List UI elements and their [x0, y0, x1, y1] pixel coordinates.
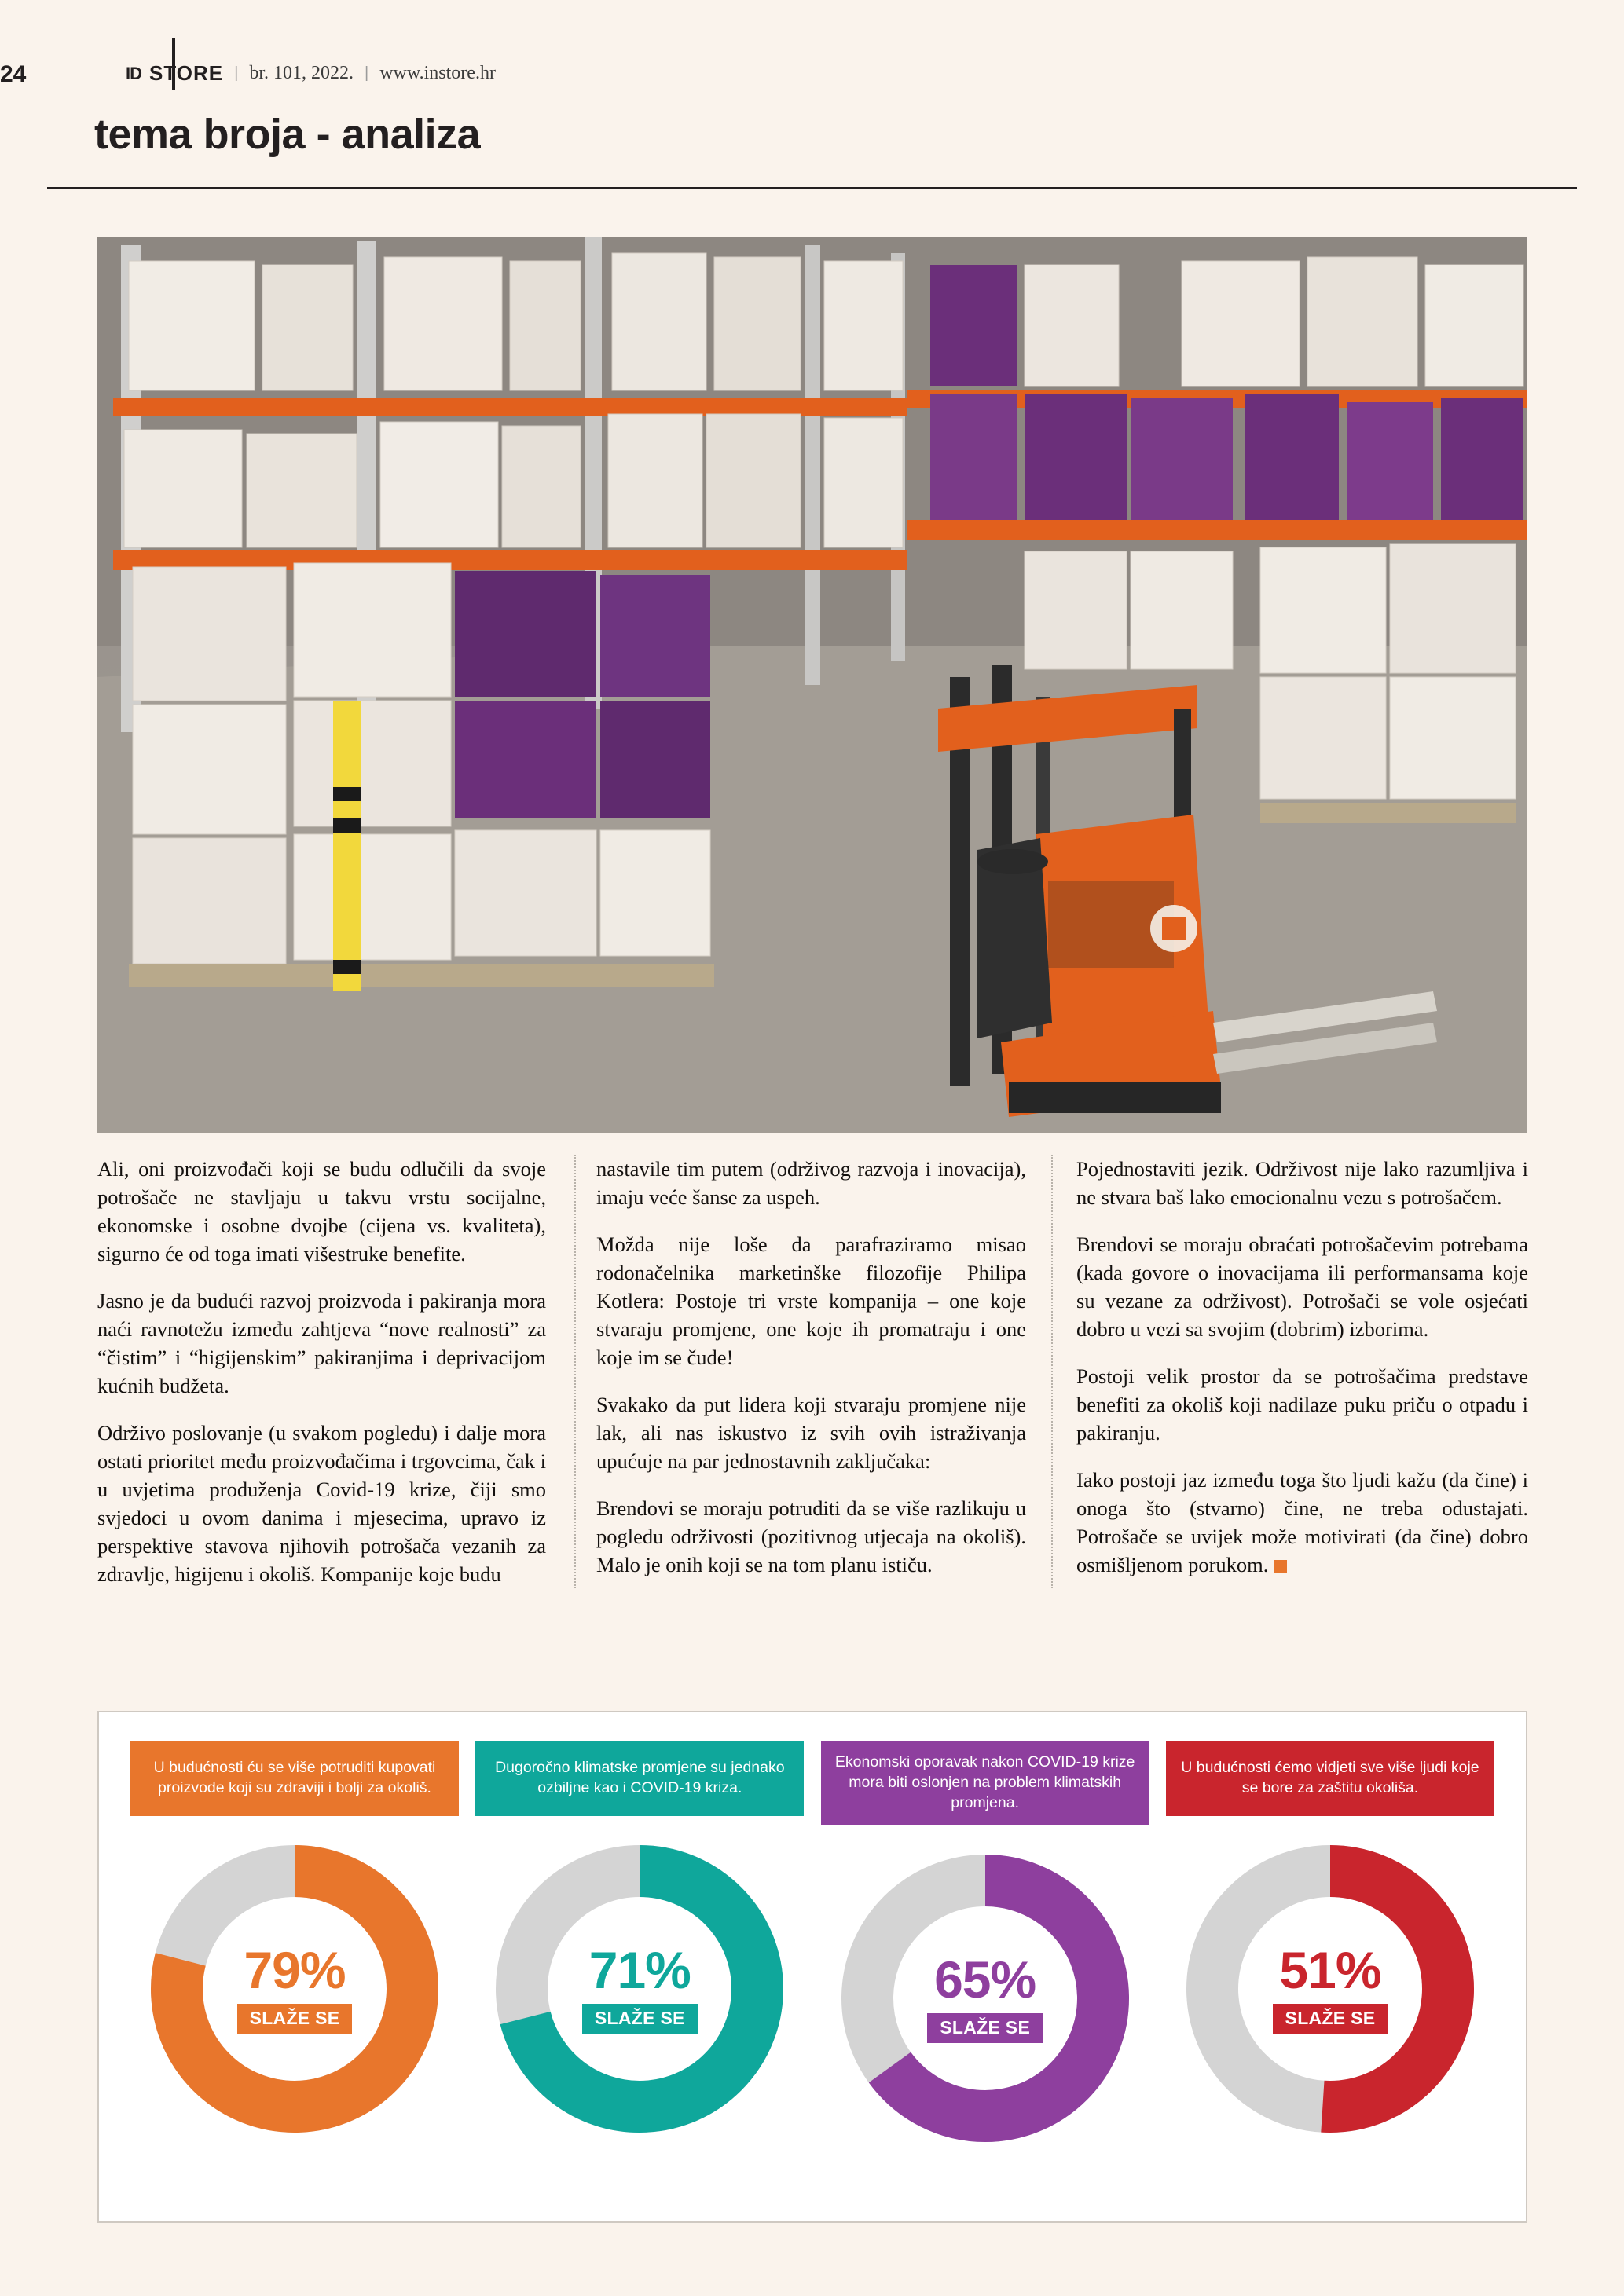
donut-chart-4: [1178, 1836, 1483, 2141]
paragraph: Brendovi se moraju potruditi da se više razlikuju u pogledu održivosti (pozitivnog utjecaja na okoliš). Malo je onih koji se na tom planu ističu.: [596, 1496, 1026, 1576]
paragraph-text: Iako postoji jaz između toga što ljudi kažu (da čine) i onoga što (stvarno) čine, ne treba odustajati. Potrošače se uvijek može motivirati (da čine) dobro osmišljenom porukom.: [1076, 1468, 1528, 1576]
donut-chart-1: [142, 1836, 447, 2141]
survey-caption: U budućnosti ću se više potruditi kupovati proizvode koji su zdraviji i bolji za okoliš.: [130, 1741, 459, 1816]
survey-caption: Dugoročno klimatske promjene su jednako ozbiljne kao i COVID-19 kriza.: [475, 1741, 804, 1816]
donut-percent: 71%: [588, 1941, 691, 1999]
survey-card-2: [475, 1741, 804, 2193]
donut-agree-badge: SLAŽE SE: [1273, 2004, 1388, 2034]
donut-percent: 79%: [244, 1941, 346, 1999]
donut-chart-2: [487, 1836, 792, 2141]
survey-infographic: [97, 1711, 1527, 2223]
paragraph: Ali, oni proizvođači koji se budu odlučili da svoje potrošače ne stavljaju u takvu vrstu socijalne, ekonomske i osobne dvojbe (cijena vs. kvaliteta), sigurno će od toga imati višestruke benefite.: [97, 1157, 546, 1265]
donut-agree-badge: SLAŽE SE: [927, 2013, 1043, 2043]
donut-center-label: [487, 1836, 792, 2141]
donut-chart-3: [833, 1846, 1138, 2151]
warehouse-forklift-photo: [97, 237, 1527, 1133]
end-of-article-mark: [1274, 1560, 1287, 1573]
paragraph: Svakako da put lidera koji stvaraju promjene nije lak, ali nas iskustvo iz svih ovih istraživanja upućuje na par jednostavnih zaključaka:: [596, 1393, 1026, 1473]
masthead: [126, 61, 496, 86]
paragraph-last: [1076, 1466, 1528, 1579]
survey-card-1: [130, 1741, 459, 2193]
paragraph: nastavile tim putem (održivog razvoja i inovacija), imaju veće šanse za uspeh.: [596, 1157, 1026, 1209]
donut-percent: 51%: [1279, 1941, 1381, 1999]
page-number: 24: [0, 61, 27, 87]
brand-name: STORE: [149, 61, 224, 85]
article-column-3: [1051, 1155, 1528, 1588]
donut-center-label: [142, 1836, 447, 2141]
separator-icon: |: [234, 64, 239, 82]
donut-center-label: [1178, 1836, 1483, 2141]
article-body: [97, 1155, 1529, 1588]
donut-chart-group: [99, 1712, 1526, 2221]
survey-card-3: [821, 1741, 1149, 2193]
paragraph: Održivo poslovanje (u svakom pogledu) i dalje mora ostati prioritet među proizvođačima i trgovcima, čak i u uvjetima produženja Covid-19 krize, čiji smo svjedoci u ovom danima i mjesecima, upravo iz perspektive stavova njihovih potrošača vezanih za zdravlje, higijenu i okoliš. Kompanije koje budu: [97, 1421, 546, 1586]
survey-caption: Ekonomski oporavak nakon COVID-19 krize mora biti oslonjen na problem klimatskih promjena.: [821, 1741, 1149, 1825]
donut-agree-badge: SLAŽE SE: [582, 2004, 698, 2034]
article-column-2: [574, 1155, 1051, 1588]
paragraph: Pojednostaviti jezik. Održivost nije lako razumljiva i ne stvara baš lako emocionalnu vezu s potrošačem.: [1076, 1157, 1528, 1209]
donut-percent: 65%: [934, 1950, 1036, 2009]
instore-logo-icon: ID: [126, 63, 141, 83]
survey-caption: U budućnosti ćemo vidjeti sve više ljudi koje se bore za zaštitu okoliša.: [1166, 1741, 1494, 1816]
paragraph: Postoji velik prostor da se potrošačima predstave benefiti za okoliš koji nadilaze puku priču o otpadu i pakiranju.: [1076, 1364, 1528, 1445]
separator-icon: |: [364, 64, 369, 82]
paragraph: Brendovi se moraju obraćati potrošačevim potrebama (kada govore o inovacijama ili performansama koje su vezane za održivost). Potrošači se vole osjećati dobro u vezi sa svojim (dobrim) izborima.: [1076, 1232, 1528, 1341]
issue-label: br. 101, 2022.: [249, 63, 354, 83]
paragraph: Možda nije loše da parafraziramo misao rodonačelnika marketinške filozofije Philipa Kotlera: Postoje tri vrste kompanija – one koje stvaraju promjene, one koje ih promatraju i one koje im se čude!: [596, 1232, 1026, 1369]
article-column-1: [97, 1155, 574, 1588]
survey-card-4: [1166, 1741, 1494, 2193]
donut-agree-badge: SLAŽE SE: [237, 2004, 353, 2034]
donut-center-label: [833, 1846, 1138, 2151]
page-title: tema broja - analiza: [94, 111, 481, 158]
header-bottom-rule: [47, 187, 1577, 189]
website-url: www.instore.hr: [379, 63, 496, 83]
paragraph: Jasno je da budući razvoj proizvoda i pakiranja mora naći ravnotežu između zahtjeva “nove realnosti” za “čistim” i “higijenskim” pakiranjima i deprivacijom kućnih budžeta.: [97, 1289, 546, 1397]
